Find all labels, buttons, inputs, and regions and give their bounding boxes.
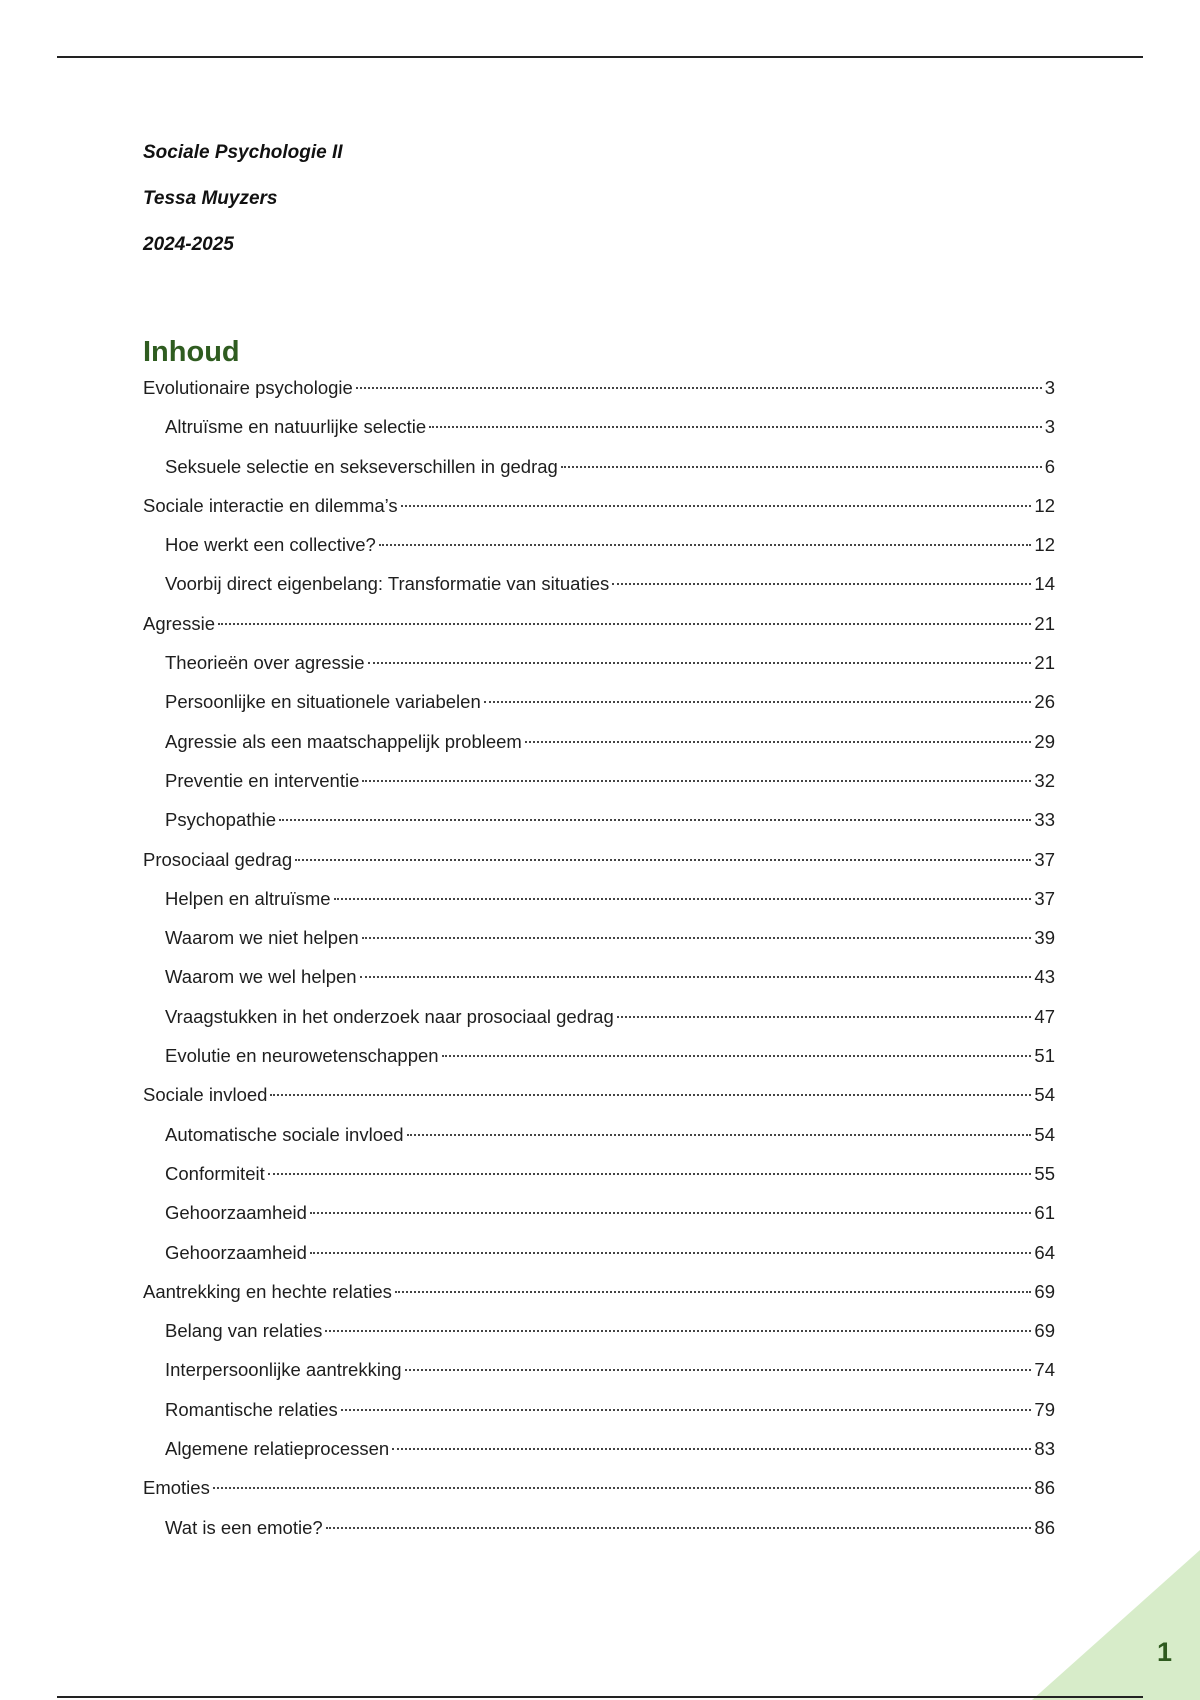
toc-entry-page: 74: [1034, 1359, 1055, 1381]
toc-entry-label: Evolutionaire psychologie: [143, 377, 353, 398]
toc-section-entry[interactable]: [143, 648, 1055, 687]
toc-dot-leader: [401, 505, 1032, 507]
toc-dot-leader: [362, 780, 1031, 782]
toc-section-entry[interactable]: [143, 923, 1055, 962]
toc-chapter-entry[interactable]: [143, 845, 1055, 884]
toc-chapter-entry[interactable]: [143, 609, 1055, 648]
toc-chapter-entry[interactable]: [143, 491, 1055, 530]
header-rule: [57, 56, 1143, 58]
toc-entry-label: Sociale invloed: [143, 1084, 268, 1106]
toc-entry-page: 12: [1034, 494, 1055, 516]
toc-dot-leader: [356, 387, 1042, 389]
toc-entry-label: Sociale interactie en dilemma’s: [143, 494, 398, 516]
toc-dot-leader: [442, 1055, 1032, 1057]
toc-dot-leader: [268, 1173, 1032, 1175]
toc-entry-page: 54: [1034, 1084, 1055, 1106]
toc-section-entry[interactable]: [143, 805, 1055, 844]
toc-entry-label: Automatische sociale invloed: [165, 1123, 404, 1145]
toc-entry-label: Wat is een emotie?: [165, 1516, 323, 1538]
toc-entry-label: Agressie: [143, 612, 215, 634]
toc-dot-leader: [429, 426, 1042, 428]
toc-dot-leader: [326, 1527, 1032, 1529]
toc-entry-page: 3: [1044, 377, 1055, 398]
toc-entry-label: Conformiteit: [165, 1162, 265, 1184]
toc-entry-page: 51: [1034, 1045, 1055, 1067]
document-header: [143, 140, 343, 278]
toc-dot-leader: [484, 701, 1032, 703]
toc-entry-page: 21: [1034, 652, 1055, 674]
table-of-contents: [143, 373, 1055, 1552]
toc-entry-page: 37: [1034, 887, 1055, 909]
toc-section-entry[interactable]: [143, 1316, 1055, 1355]
toc-dot-leader: [341, 1409, 1032, 1411]
toc-section-entry[interactable]: [143, 1355, 1055, 1394]
toc-section-entry[interactable]: [143, 1198, 1055, 1237]
toc-dot-leader: [405, 1369, 1032, 1371]
toc-entry-label: Theorieën over agressie: [165, 652, 365, 674]
toc-section-entry[interactable]: [143, 884, 1055, 923]
toc-entry-label: Emoties: [143, 1477, 210, 1499]
toc-entry-label: Gehoorzaamheid: [165, 1202, 307, 1224]
toc-section-entry[interactable]: [143, 569, 1055, 608]
corner-triangle: [1032, 1550, 1200, 1700]
toc-section-entry[interactable]: [143, 766, 1055, 805]
toc-chapter-entry[interactable]: [143, 1277, 1055, 1316]
toc-entry-label: Algemene relatieprocessen: [165, 1438, 390, 1460]
footer-rule: [57, 1696, 1143, 1698]
toc-dot-leader: [617, 1016, 1032, 1018]
toc-entry-label: Altruïsme en natuurlijke selectie: [165, 416, 427, 438]
toc-section-entry[interactable]: [143, 1002, 1055, 1041]
toc-dot-leader: [362, 937, 1032, 939]
toc-dot-leader: [612, 583, 1031, 585]
toc-chapter-entry[interactable]: [143, 1080, 1055, 1119]
toc-entry-page: 79: [1034, 1398, 1055, 1420]
toc-entry-page: 37: [1034, 848, 1055, 870]
toc-entry-page: 6: [1044, 455, 1055, 477]
toc-entry-page: 21: [1034, 612, 1055, 634]
toc-section-entry[interactable]: [143, 1434, 1055, 1473]
toc-entry-label: Romantische relaties: [165, 1398, 338, 1420]
toc-entry-page: 64: [1034, 1241, 1055, 1263]
toc-entry-page: 83: [1034, 1438, 1055, 1460]
toc-section-entry[interactable]: [143, 412, 1055, 451]
toc-dot-leader: [325, 1330, 1031, 1332]
toc-dot-leader: [295, 859, 1031, 861]
toc-entry-page: 33: [1034, 809, 1055, 831]
toc-entry-page: 86: [1034, 1477, 1055, 1499]
toc-section-entry[interactable]: [143, 452, 1055, 491]
toc-entry-label: Helpen en altruïsme: [165, 887, 331, 909]
toc-dot-leader: [218, 623, 1031, 625]
toc-entry-label: Preventie en interventie: [165, 769, 360, 791]
page-number: 1: [1156, 1637, 1172, 1667]
toc-dot-leader: [334, 898, 1032, 900]
toc-entry-page: 54: [1034, 1123, 1055, 1145]
toc-entry-label: Persoonlijke en situationele variabelen: [165, 691, 481, 713]
toc-section-entry[interactable]: [143, 1120, 1055, 1159]
toc-section-entry[interactable]: [143, 1238, 1055, 1277]
toc-chapter-entry[interactable]: [143, 373, 1055, 412]
toc-dot-leader: [279, 819, 1031, 821]
toc-dot-leader: [360, 976, 1032, 978]
toc-section-entry[interactable]: [143, 1513, 1055, 1552]
toc-entry-page: 26: [1034, 691, 1055, 713]
page-corner-decoration: [1032, 1550, 1200, 1700]
toc-entry-page: 69: [1034, 1280, 1055, 1302]
toc-entry-label: Seksuele selectie en sekseverschillen in gedrag: [165, 455, 558, 477]
toc-entry-label: Psychopathie: [165, 809, 277, 831]
toc-entry-page: 29: [1034, 730, 1055, 752]
toc-dot-leader: [379, 544, 1032, 546]
toc-entry-label: Belang van relaties: [165, 1320, 323, 1342]
toc-entry-label: Voorbij direct eigenbelang: Transformatie van situaties: [165, 573, 610, 595]
toc-section-entry[interactable]: [143, 1159, 1055, 1198]
toc-entry-label: Waarom we wel helpen: [165, 966, 357, 988]
toc-entry-label: Prosociaal gedrag: [143, 848, 293, 870]
toc-entry-label: Vraagstukken in het onderzoek naar prosociaal gedrag: [165, 1005, 614, 1027]
toc-entry-page: 47: [1034, 1005, 1055, 1027]
toc-entry-page: 14: [1034, 573, 1055, 595]
academic-year: 2024-2025: [143, 234, 234, 255]
toc-dot-leader: [407, 1134, 1032, 1136]
toc-entry-page: 69: [1034, 1320, 1055, 1342]
toc-entry-page: 39: [1034, 927, 1055, 949]
toc-entry-label: Hoe werkt een collective?: [165, 534, 376, 556]
toc-dot-leader: [561, 466, 1042, 468]
toc-dot-leader: [395, 1291, 1032, 1293]
toc-entry-page: 3: [1044, 416, 1055, 438]
course-title: Sociale Psychologie II: [143, 142, 343, 163]
toc-dot-leader: [270, 1094, 1031, 1096]
toc-entry-page: 61: [1034, 1202, 1055, 1224]
toc-chapter-entry[interactable]: [143, 1473, 1055, 1512]
toc-section-entry[interactable]: [143, 727, 1055, 766]
toc-section-entry[interactable]: [143, 687, 1055, 726]
toc-dot-leader: [213, 1487, 1032, 1489]
toc-dot-leader: [310, 1212, 1032, 1214]
toc-entry-page: 55: [1034, 1162, 1055, 1184]
toc-dot-leader: [525, 741, 1032, 743]
toc-section-entry[interactable]: [143, 962, 1055, 1001]
author-name: Tessa Muyzers: [143, 188, 278, 209]
toc-section-entry[interactable]: [143, 1041, 1055, 1080]
toc-entry-label: Gehoorzaamheid: [165, 1241, 307, 1263]
toc-entry-page: 12: [1034, 534, 1055, 556]
toc-entry-label: Aantrekking en hechte relaties: [143, 1280, 392, 1302]
toc-entry-label: Interpersoonlijke aantrekking: [165, 1359, 402, 1381]
toc-dot-leader: [368, 662, 1032, 664]
toc-entry-label: Waarom we niet helpen: [165, 927, 359, 949]
toc-entry-page: 43: [1034, 966, 1055, 988]
toc-entry-page: 32: [1034, 769, 1055, 791]
toc-heading: Inhoud: [143, 336, 240, 368]
toc-entry-label: Agressie als een maatschappelijk probleem: [165, 730, 522, 752]
toc-dot-leader: [392, 1448, 1031, 1450]
toc-section-entry[interactable]: [143, 1395, 1055, 1434]
toc-dot-leader: [310, 1252, 1032, 1254]
toc-section-entry[interactable]: [143, 530, 1055, 569]
toc-entry-label: Evolutie en neurowetenschappen: [165, 1045, 439, 1067]
toc-entry-page: 86: [1034, 1516, 1055, 1538]
